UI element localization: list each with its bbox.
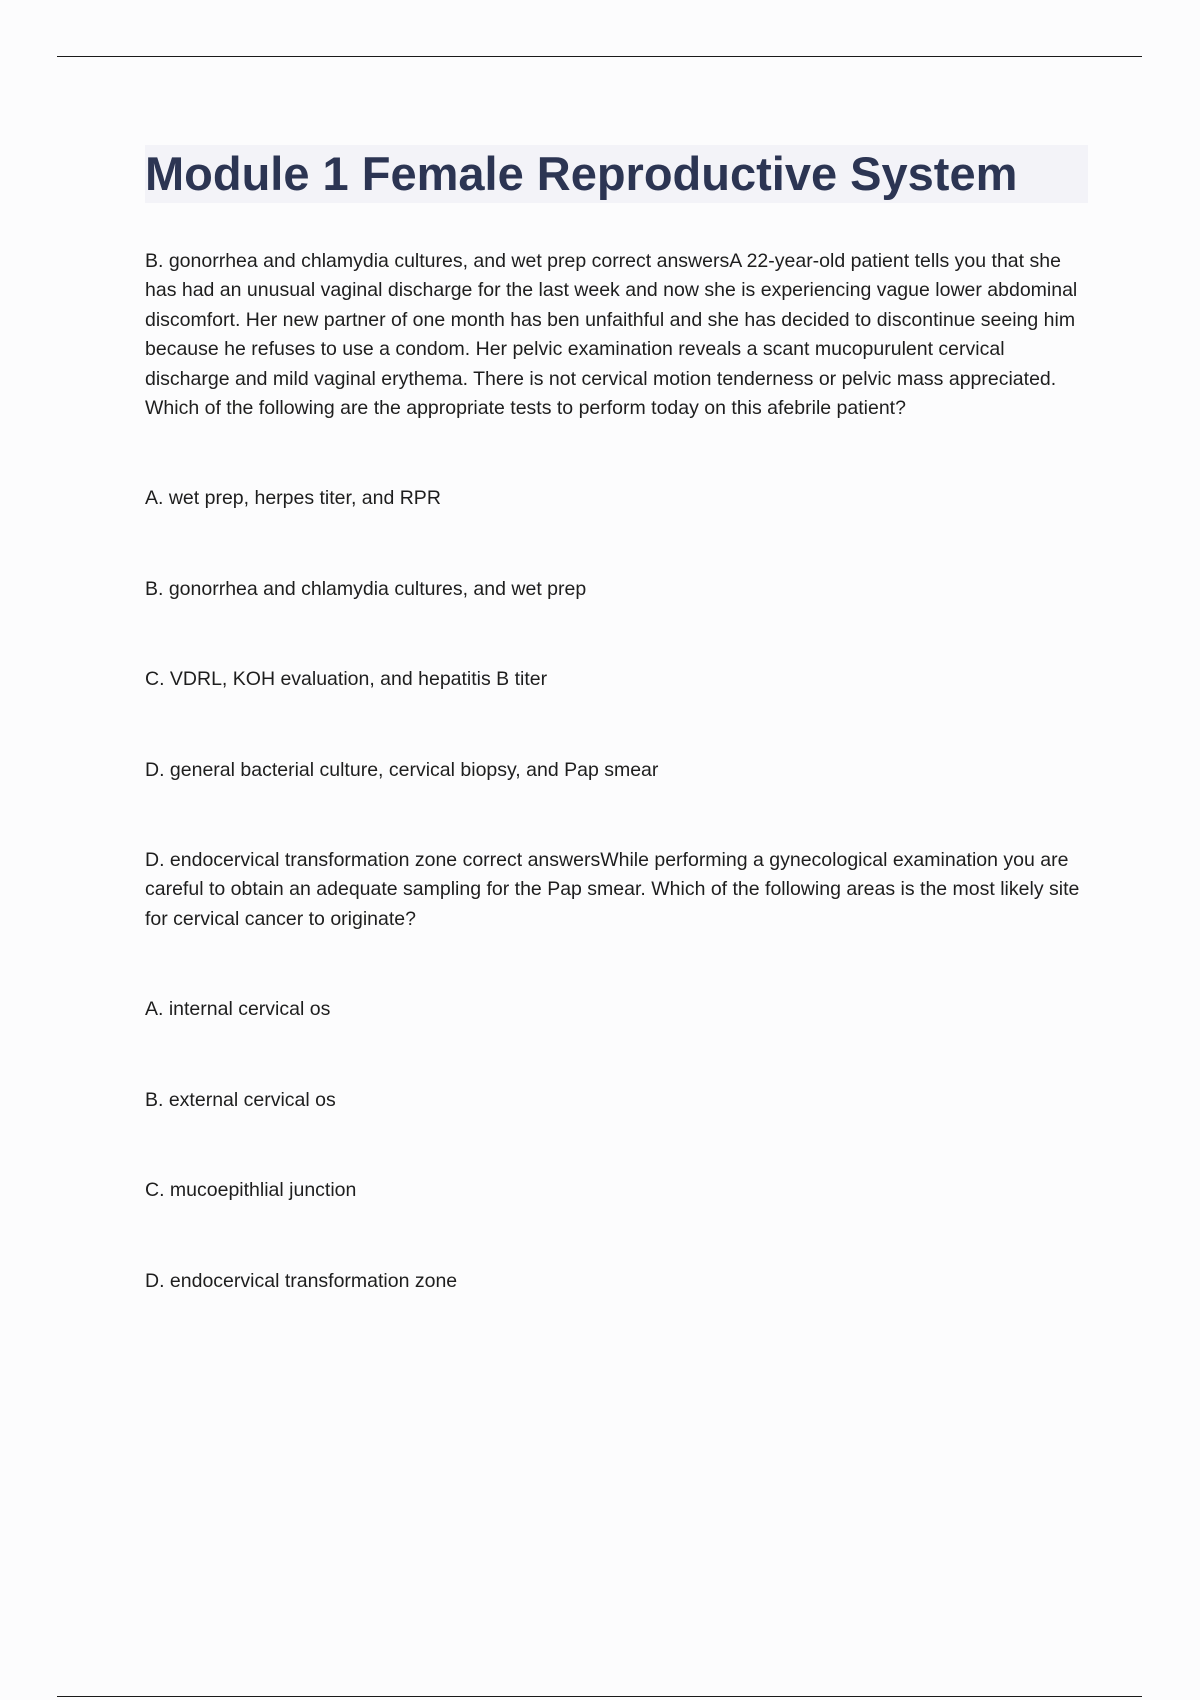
question-1-option-d: D. general bacterial culture, cervical biopsy, and Pap smear xyxy=(145,758,659,781)
question-2-option-d: D. endocervical transformation zone xyxy=(145,1269,458,1292)
question-1-text: B. gonorrhea and chlamydia cultures, and wet prep correct answersA 22-year-old patient tells you that she has had an unusual vaginal discharge for the last week and now she is experiencing vague lower abdominal discomfort. Her new partner of one month has ben unfaithful and she has decided to discontinue seeing him because he refuses to use a condom. Her pelvic examination reveals a scant mucopurulent cervical discharge and mild vaginal erythema. There is not cervical motion tenderness or pelvic mass appreciated. Which of the following are the appropriate tests to perform today on this afebrile patient? xyxy=(145,250,1078,420)
question-2-option-c: C. mucoepithlial junction xyxy=(145,1179,357,1202)
document-body xyxy=(145,145,1090,1296)
header-rule xyxy=(57,56,1142,57)
question-1-option-c: C. VDRL, KOH evaluation, and hepatitis B titer xyxy=(145,668,548,691)
question-2-option-b: B. external cervical os xyxy=(145,1088,336,1111)
title-band xyxy=(145,145,1088,203)
question-2-option-a: A. internal cervical os xyxy=(145,998,331,1021)
footer-rule xyxy=(57,1696,1142,1697)
question-1-option-b: B. gonorrhea and chlamydia cultures, and wet prep xyxy=(145,577,587,600)
page-title: Module 1 Female Reproductive System xyxy=(145,147,1018,200)
question-2-text: D. endocervical transformation zone correct answersWhile performing a gynecological examination you are careful to obtain an adequate sampling for the Pap smear. Which of the following areas is the most likely site for cervical cancer to originate? xyxy=(145,849,1080,930)
question-1-option-a: A. wet prep, herpes titer, and RPR xyxy=(145,487,441,510)
